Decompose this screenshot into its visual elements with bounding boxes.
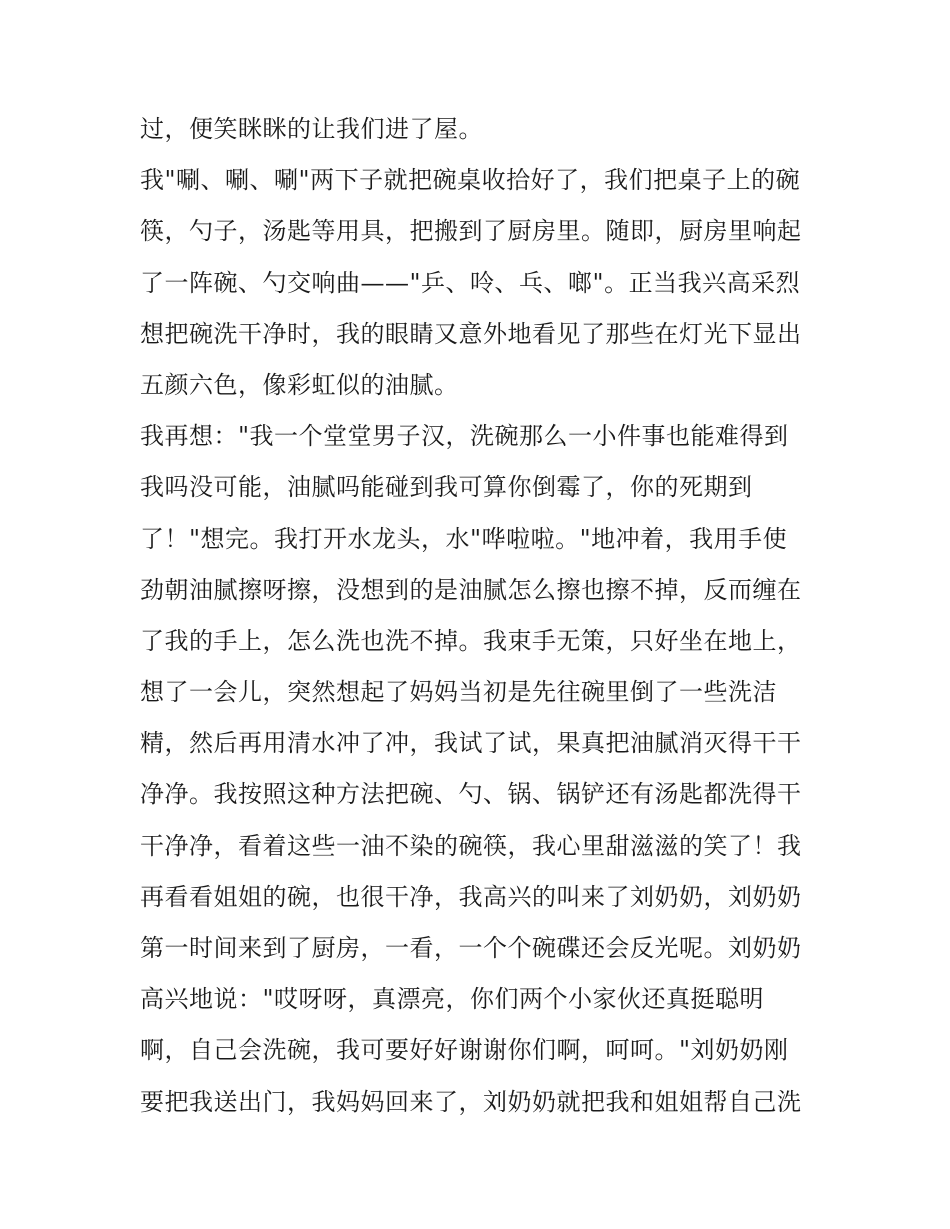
text-line: 筷，勺子，汤匙等用具，把搬到了厨房里。随即，厨房里响起 bbox=[140, 217, 802, 246]
text-line: 我再想："我一个堂堂男子汉，洗碗那么一小件事也能难得到 bbox=[140, 422, 789, 451]
text-line: 高兴地说："哎呀呀，真漂亮，你们两个小家伙还真挺聪明 bbox=[140, 985, 765, 1014]
text-line: 净净。我按照这种方法把碗、勺、锅、锅铲还有汤匙都洗得干 bbox=[140, 780, 802, 809]
body-text bbox=[140, 104, 820, 1128]
text-line: 五颜六色，像彩虹似的油腻。 bbox=[140, 370, 459, 399]
text-line: 要把我送出门，我妈妈回来了，刘奶奶就把我和姐姐帮自己洗 bbox=[140, 1087, 802, 1116]
text-line: 劲朝油腻擦呀擦，没想到的是油腻怎么擦也擦不掉，反而缠在 bbox=[140, 575, 802, 604]
text-line: 过，便笑眯眯的让我们进了屋。 bbox=[140, 115, 483, 143]
text-line: 精，然后再用清水冲了冲，我试了试，果真把油腻消灭得干干 bbox=[140, 729, 802, 758]
text-line: 我吗没可能，油腻吗能碰到我可算你倒霉了，你的死期到 bbox=[140, 473, 753, 502]
text-line: 我"唰、唰、唰"两下子就把碗桌收拾好了，我们把桌子上的碗 bbox=[140, 166, 801, 195]
text-line: 了一阵碗、勺交响曲——"乒、呤、乓、啷"。正当我兴高采烈 bbox=[140, 268, 801, 297]
text-line: 了我的手上，怎么洗也洗不掉。我束手无策，只好坐在地上， bbox=[140, 626, 802, 655]
text-line: 了！"想完。我打开水龙头，水"哗啦啦。"地冲着，我用手使 bbox=[140, 524, 788, 553]
text-line: 想了一会儿，突然想起了妈妈当初是先往碗里倒了一些洗洁 bbox=[140, 678, 777, 707]
text-line: 第一时间来到了厨房，一看，一个个碗碟还会反光呢。刘奶奶 bbox=[140, 934, 802, 962]
text-line: 再看看姐姐的碗，也很干净，我高兴的叫来了刘奶奶，刘奶奶 bbox=[140, 882, 802, 911]
text-line: 干净净，看着这些一油不染的碗筷，我心里甜滋滋的笑了！我 bbox=[140, 831, 802, 860]
text-line: 啊，自己会洗碗，我可要好好谢谢你们啊，呵呵。"刘奶奶刚 bbox=[140, 1036, 789, 1065]
text-line: 想把碗洗干净时，我的眼睛又意外地看见了那些在灯光下显出 bbox=[140, 319, 802, 348]
